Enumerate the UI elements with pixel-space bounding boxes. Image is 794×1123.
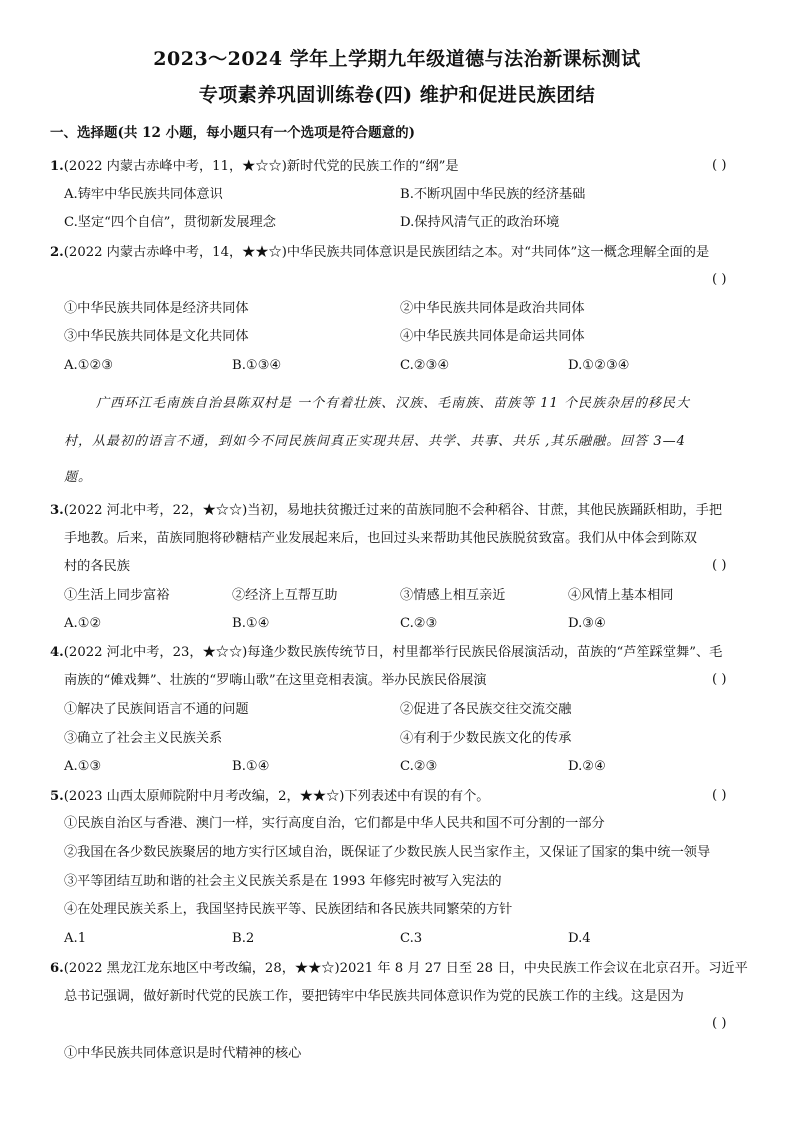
- option-b: B.不断巩固中华民族的经济基础: [400, 187, 586, 202]
- option-a: A.①②: [64, 616, 102, 631]
- question-text: (2023 山西太原师院附中月考改编，2，★★☆)下列表述中有误的有个。: [63, 789, 490, 804]
- option-b: B.2: [232, 931, 255, 946]
- question-number: 2.: [50, 245, 64, 260]
- option-b: B.①④: [232, 759, 270, 774]
- statement-1: ①生活上同步富裕: [64, 588, 170, 603]
- exam-title: 2023～2024 学年上学期九年级道德与法治新课标测试: [153, 48, 641, 70]
- option-c: C.②③: [400, 759, 438, 774]
- answer-blank: ( ): [712, 158, 727, 173]
- question-text-line-2: 总书记强调，做好新时代党的民族工作，要把铸牢中华民族共同体意识作为党的民族工作的主线。这是因为: [64, 989, 684, 1004]
- option-b: B.①④: [232, 616, 270, 631]
- option-d: D.②④: [568, 759, 606, 774]
- statement-1: ①中华民族共同体是经济共同体: [64, 301, 249, 316]
- statement-4: ④风情上基本相同: [568, 588, 674, 603]
- passage-line-1: 广西环江毛南族自治县陈双村是 一个有着壮族、汉族、毛南族、苗族等 11 个民族杂居的移民大: [96, 396, 690, 411]
- option-b: B.①③④: [232, 358, 282, 373]
- option-d: D.③④: [568, 616, 606, 631]
- statement-3: ③确立了社会主义民族关系: [64, 731, 223, 746]
- statement-3: ③中华民族共同体是文化共同体: [64, 329, 249, 344]
- question-1: [50, 158, 459, 176]
- option-c: C.②③: [400, 616, 438, 631]
- question-number: 5.: [50, 789, 64, 804]
- section-heading: 一、选择题(共 12 小题，每小题只有一个选项是符合题意的): [50, 125, 415, 141]
- option-d: D.①②③④: [568, 358, 630, 373]
- option-d: D.保持风清气正的政治环境: [400, 215, 560, 230]
- exam-subtitle: 专项素养巩固训练卷(四) 维护和促进民族团结: [198, 84, 596, 106]
- question-text: (2022 河北中考，22，★☆☆)当初，易地扶贫搬迁过来的苗族同胞不会种稻谷、甘蔗，其他民族踊跃相助，手把: [63, 503, 723, 518]
- statement-2: ②我国在各少数民族聚居的地方实行区域自治，既保证了少数民族人民当家作主，又保证了国家的集中统一领导: [64, 845, 711, 860]
- option-a: A.铸牢中华民族共同体意识: [64, 187, 223, 202]
- question-6: [50, 960, 748, 978]
- answer-blank: ( ): [712, 1016, 727, 1031]
- question-number: 6.: [50, 961, 64, 976]
- statement-2: ②中华民族共同体是政治共同体: [400, 301, 585, 316]
- question-2: [50, 244, 709, 262]
- statement-1: ①民族自治区与香港、澳门一样，实行高度自治，它们都是中华人民共和国不可分割的一部分: [64, 816, 605, 831]
- statement-3: ③平等团结互助和谐的社会主义民族关系是在 1993 年修宪时被写入宪法的: [64, 874, 502, 889]
- question-5: [50, 788, 489, 806]
- answer-blank: ( ): [712, 672, 727, 687]
- question-text: (2022 黑龙江龙东地区中考改编，28，★★☆)2021 年 8 月 27 日至 28 日，中央民族工作会议在北京召开。习近平: [63, 961, 748, 976]
- statement-2: ②促进了各民族交往交流交融: [400, 702, 572, 717]
- question-text: (2022 内蒙古赤峰中考，11，★☆☆)新时代党的民族工作的“纲”是: [63, 159, 459, 174]
- answer-blank: ( ): [712, 272, 727, 287]
- question-number: 4.: [50, 645, 64, 660]
- question-text-line-2: 南族的“傩戏舞”、壮族的“罗嗨山歌”在这里竞相表演。举办民族民俗展演: [64, 673, 487, 688]
- option-c: C.3: [400, 931, 423, 946]
- statement-4: ④在处理民族关系上，我国坚持民族平等、民族团结和各民族共同繁荣的方针: [64, 902, 513, 917]
- question-number: 1.: [50, 159, 64, 174]
- option-a: A.1: [64, 931, 87, 946]
- statement-1: ①解决了民族间语言不通的问题: [64, 702, 249, 717]
- question-text: (2022 内蒙古赤峰中考，14，★★☆)中华民族共同体意识是民族团结之本。对“共同体”这一概念理解全面的是: [63, 245, 710, 260]
- question-3: [50, 502, 722, 520]
- option-c: C.②③④: [400, 358, 450, 373]
- question-text-line-3: 村的各民族: [64, 559, 130, 574]
- statement-4: ④有利于少数民族文化的传承: [400, 731, 572, 746]
- question-number: 3.: [50, 503, 64, 518]
- question-4: [50, 644, 722, 662]
- answer-blank: ( ): [712, 788, 727, 803]
- question-text-line-2: 手地教。后来，苗族同胞将砂糖桔产业发展起来后，也回过头来帮助其他民族脱贫致富。我们从中体会到陈双: [64, 531, 697, 546]
- question-text: (2022 河北中考，23，★☆☆)每逢少数民族传统节日，村里都举行民族民俗展演活动，苗族的“芦笙踩堂舞”、毛: [63, 645, 723, 660]
- option-c: C.坚定“四个自信”，贯彻新发展理念: [64, 215, 276, 230]
- option-d: D.4: [568, 931, 591, 946]
- option-a: A.①②③: [64, 358, 114, 373]
- passage-line-3: 题。: [64, 470, 93, 485]
- answer-blank: ( ): [712, 558, 727, 573]
- statement-2: ②经济上互帮互助: [232, 588, 338, 603]
- passage-line-2: 村，从最初的语言不通，到如今不同民族间真正实现共居、共学、共事、共乐 ,其乐融融。回答 3—4: [64, 434, 686, 449]
- option-a: A.①③: [64, 759, 102, 774]
- statement-4: ④中华民族共同体是命运共同体: [400, 329, 585, 344]
- statement-1: ①中华民族共同体意识是时代精神的核心: [64, 1046, 302, 1061]
- statement-3: ③情感上相互亲近: [400, 588, 506, 603]
